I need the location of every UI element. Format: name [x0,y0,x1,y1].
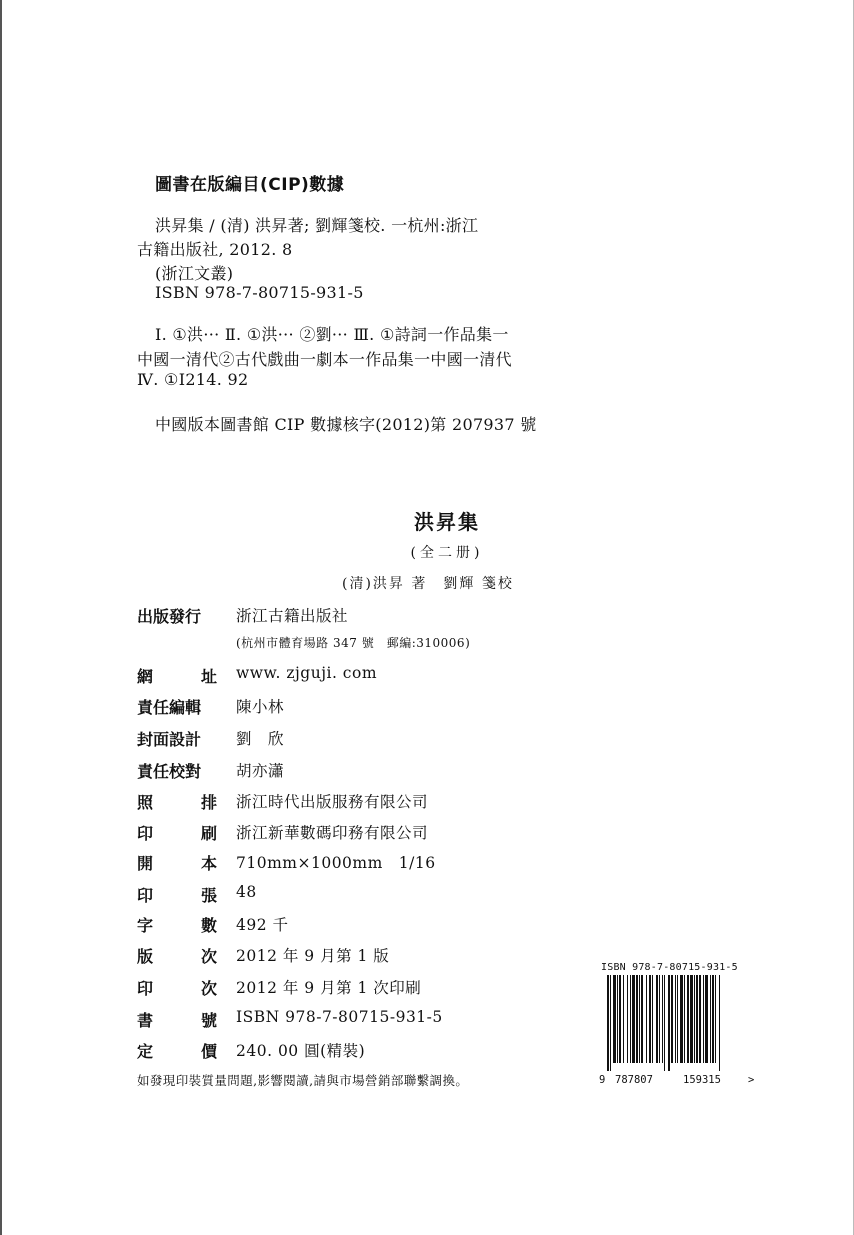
colophon-label [137,913,217,936]
barcode-bar [617,975,618,1063]
colophon-value: 陳小林 [236,698,285,716]
barcode-bar [690,975,693,1063]
book-title: 洪昇集 [414,510,480,534]
barcode-bar [639,975,640,1063]
barcode-bar [668,975,670,1071]
label-char: 次 [200,947,217,966]
label-char: 字 [137,916,154,935]
barcode-bar [649,975,651,1063]
colophon-label [137,851,217,874]
label-char: 照 [137,793,154,812]
colophon-value: 48 [236,883,257,901]
barcode-bar [623,975,624,1063]
colophon-value: 240. 00 圓(精裝) [236,1042,366,1060]
label-char: 刷 [200,824,217,843]
barcode-bar [699,975,701,1063]
website-link: www. zjguji. com [236,664,378,682]
cip-line: 中國一清代②古代戲曲一劇本一作品集一中國一清代 [137,350,512,369]
barcode-bar [696,975,698,1063]
barcode-bar [705,975,708,1063]
cip-heading: 圖書在版編目(CIP)數據 [155,175,345,195]
barcode-bar [619,975,621,1063]
colophon-value: 710mm×1000mm 1/16 [236,854,436,872]
colophon-value: 492 千 [236,916,289,934]
label-char: 印 [137,979,154,998]
barcode-bar [646,975,647,1063]
colophon-label [137,883,217,906]
barcode-digit-lead: 9 [599,1074,606,1086]
barcode-bar [671,975,673,1063]
label-char: 次 [200,979,217,998]
label-char: 數 [200,916,217,935]
colophon-value: 浙江古籍出版社 [236,607,349,625]
label-char: 定 [137,1042,154,1061]
barcode-bar [613,975,616,1063]
barcode-bar [632,975,635,1063]
label-char: 號 [200,1011,217,1030]
colophon-value: 2012 年 9 月第 1 次印刷 [236,979,422,997]
colophon-label [137,944,217,967]
book-authors: (清)洪昇 著 劉輝 箋校 [342,576,514,592]
cip-line: Ⅳ. ①I214. 92 [137,370,249,389]
colophon-label: 封面設計 [137,730,202,749]
barcode-bar [662,975,663,1063]
colophon-label: 出版發行 [137,607,202,626]
label-char: 書 [137,1011,154,1030]
label-char: 價 [200,1042,217,1061]
barcode-bar [715,975,716,1063]
barcode-bar [664,975,665,1071]
label-char: 開 [137,854,154,873]
label-char: 版 [137,947,154,966]
colophon-label [137,790,217,813]
barcode-bar [703,975,704,1063]
colophon-label [137,821,217,844]
barcode-bar [675,975,676,1063]
barcode-bar [710,975,711,1063]
colophon-value: 胡亦瀟 [236,762,285,780]
colophon-label [137,664,217,687]
barcode-isbn-text: ISBN 978-7-80715-931-5 [601,962,738,973]
barcode-digits-right: 159315 [683,1074,721,1086]
barcode-bar [610,975,611,1071]
colophon-value: 浙江時代出版服務有限公司 [236,793,429,811]
colophon-label: 責任編輯 [137,698,202,717]
label-char: 本 [200,854,217,873]
barcode-bar [687,975,689,1063]
cip-line: (浙江文叢) [155,264,234,283]
barcode-digits-left: 787807 [615,1074,653,1086]
label-char: 址 [200,667,217,686]
barcode-bar [659,975,660,1063]
isbn-barcode [607,975,747,1071]
label-char: 排 [200,793,217,812]
label-char: 印 [137,886,154,905]
colophon-value: ISBN 978-7-80715-931-5 [236,1008,443,1026]
barcode-digit-trail: > [748,1074,755,1086]
barcode-bar [607,975,609,1071]
cip-line: 洪昇集 / (清) 洪昇著; 劉輝箋校. 一杭州:浙江 [155,216,479,235]
barcode-bar [712,975,714,1063]
colophon-label [137,976,217,999]
barcode-bar [694,975,695,1063]
barcode-bar [677,975,678,1063]
label-char: 張 [200,886,217,905]
cip-data-number: 中國版本圖書館 CIP 數據核字(2012)第 207937 號 [155,415,537,434]
colophon-value: 劉 欣 [236,730,285,748]
barcode-bar [636,975,638,1063]
publisher-address: (杭州市體育場路 347 號 郵編:310006) [236,636,471,650]
barcode-bar [627,975,628,1063]
barcode-bar [684,975,685,1063]
cip-line: 古籍出版社, 2012. 8 [137,240,293,259]
colophon-value: 浙江新華數碼印務有限公司 [236,824,429,842]
colophon-label [137,1039,217,1062]
colophon-label [137,1008,217,1031]
barcode-bar [630,975,631,1063]
cip-line: ISBN 978-7-80715-931-5 [155,283,364,302]
barcode-bar [680,975,683,1063]
label-char: 網 [137,667,154,686]
cip-line: Ⅰ. ①洪··· Ⅱ. ①洪··· ②劉··· Ⅲ. ①詩詞一作品集一 [155,325,509,344]
book-subtitle: (全二册) [410,545,484,561]
barcode-bar [641,975,643,1063]
page-left-edge [0,0,2,1235]
colophon-label: 責任校對 [137,762,202,781]
quality-notice: 如發現印裝質量問題,影響閱讀,請與市場營銷部聯繫調換。 [137,1073,469,1088]
barcode-bar [652,975,653,1063]
label-char: 印 [137,824,154,843]
barcode-bar [719,975,720,1071]
barcode-bar [656,975,658,1063]
colophon-value: 2012 年 9 月第 1 版 [236,947,390,965]
